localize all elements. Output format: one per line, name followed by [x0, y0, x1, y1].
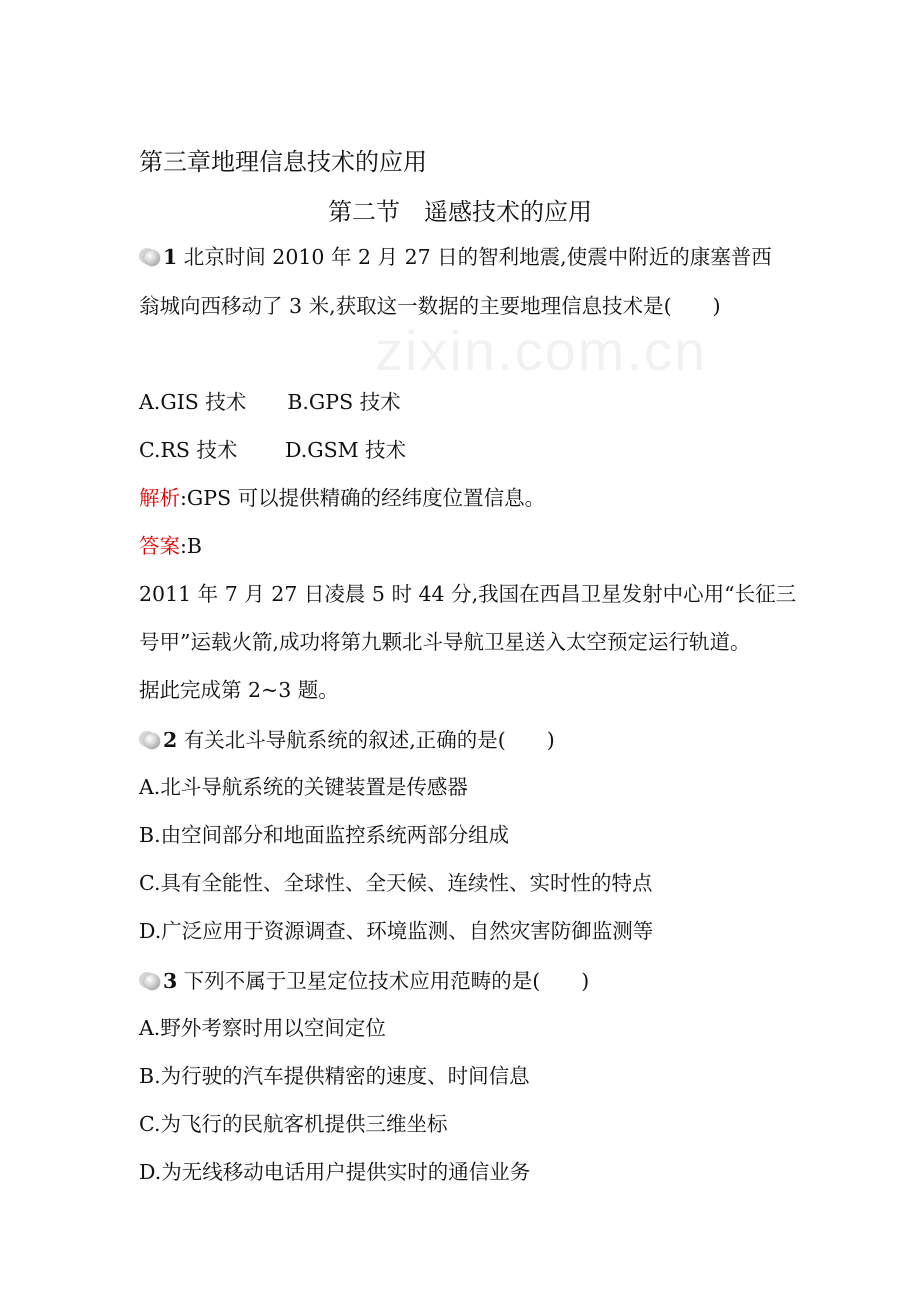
question-marker-icon — [139, 248, 161, 266]
question-1-stem-line-1 — [139, 243, 772, 271]
passage-line-3: 据此完成第 2~3 题。 — [139, 678, 339, 702]
question-1-options-row-1: A.GIS 技术 B.GPS 技术 — [139, 390, 401, 414]
question-1-number: 1 — [163, 245, 178, 269]
analysis-label: 解析 — [139, 486, 180, 510]
question-2-stem — [139, 726, 555, 754]
question-3-stem — [139, 967, 589, 995]
question-3-option-c: C.为飞行的民航客机提供三维坐标 — [139, 1112, 448, 1136]
question-3-number: 3 — [163, 969, 178, 993]
analysis-text: :GPS 可以提供精确的经纬度位置信息。 — [180, 486, 546, 510]
question-marker-icon — [139, 731, 161, 749]
question-1-text: 北京时间 2010 年 2 月 27 日的智利地震,使震中附近的康塞普西 — [177, 245, 772, 269]
question-1-options-row-2: C.RS 技术 D.GSM 技术 — [139, 438, 407, 462]
question-3-option-d: D.为无线移动电话用户提供实时的通信业务 — [139, 1160, 531, 1184]
question-2-option-a: A.北斗导航系统的关键装置是传感器 — [139, 775, 468, 799]
question-2-option-c: C.具有全能性、全球性、全天候、连续性、实时性的特点 — [139, 871, 653, 895]
question-1-answer — [139, 532, 202, 560]
question-2-text: 有关北斗导航系统的叙述,正确的是( ) — [177, 728, 555, 752]
section-title: 第二节 遥感技术的应用 — [328, 198, 592, 226]
question-2-option-b: B.由空间部分和地面监控系统两部分组成 — [139, 823, 510, 847]
question-1-stem-line-2: 翁城向西移动了 3 米,获取这一数据的主要地理信息技术是( ) — [139, 294, 721, 318]
passage-line-2: 号甲”运载火箭,成功将第九颗北斗导航卫星送入太空预定运行轨道。 — [139, 630, 751, 654]
question-2-number: 2 — [163, 728, 178, 752]
question-3-text: 下列不属于卫星定位技术应用范畴的是( ) — [177, 969, 590, 993]
answer-label: 答案 — [139, 534, 180, 558]
question-1-analysis — [139, 484, 545, 512]
chapter-title: 第三章地理信息技术的应用 — [139, 148, 427, 176]
watermark-text: zixin.com.cn — [375, 319, 708, 382]
question-2-option-d: D.广泛应用于资源调查、环境监测、自然灾害防御监测等 — [139, 919, 654, 943]
passage-line-1: 2011 年 7 月 27 日凌晨 5 时 44 分,我国在西昌卫星发射中心用“长征三 — [139, 582, 797, 606]
question-marker-icon — [139, 972, 161, 990]
question-3-option-b: B.为行驶的汽车提供精密的速度、时间信息 — [139, 1064, 530, 1088]
answer-text: :B — [180, 534, 202, 558]
question-3-option-a: A.野外考察时用以空间定位 — [139, 1016, 386, 1040]
